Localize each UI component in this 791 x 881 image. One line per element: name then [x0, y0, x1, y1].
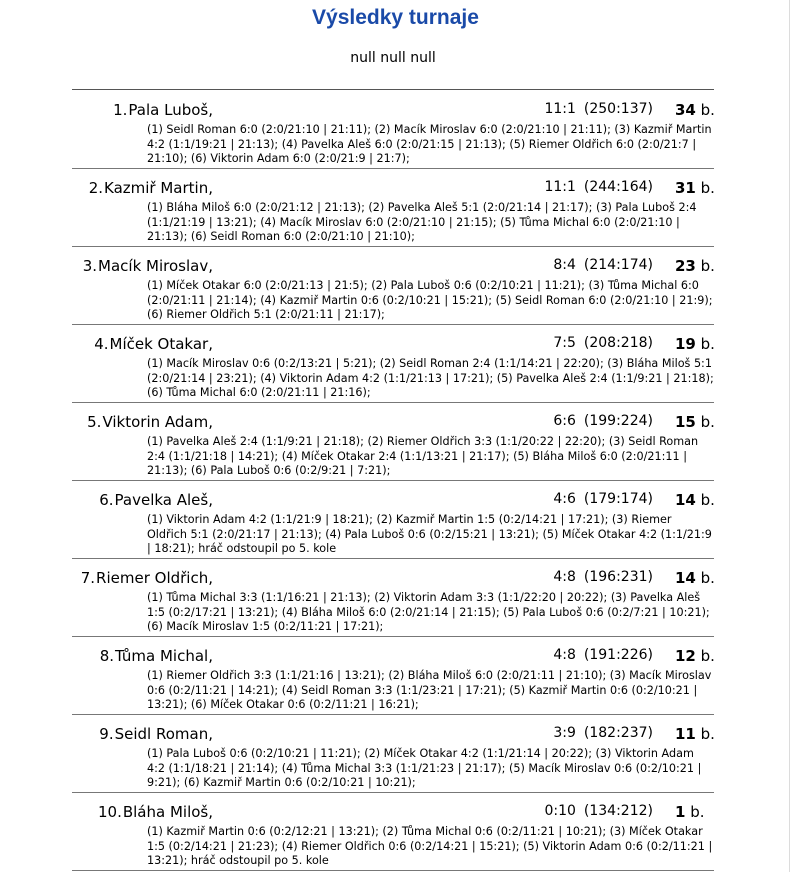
player-stats	[553, 725, 653, 741]
game-details: (1) Pala Luboš 0:6 (0:2/10:21 | 11:21); (2) Míček Otakar 4:2 (1:1/21:14 | 20:22); (3) Viktorin Adam 4:2 (1:1/18:21 | 21:14); (4) Tůma Michal 3:3 (1:1/21:23 | 21:17); (5) Macík Miroslav 0:6 (0:2/10:21 | 9:21); (6) Kazmiř Martin 0:6 (0:2/10:21 | 10:21);	[147, 747, 702, 790]
result-entry-6	[0, 491, 791, 569]
result-header	[0, 179, 791, 201]
player-name-text: Viktorin Adam,	[102, 413, 213, 431]
player-points	[675, 335, 715, 353]
match-record: 11:1	[544, 179, 576, 195]
game-details: (1) Pavelka Aleš 2:4 (1:1/9:21 | 21:18); (2) Riemer Oldřich 3:3 (1:1/20:22 | 22:20); (3) Seidl Roman 2:4 (1:1/21:18 | 14:21); (4) Míček Otakar 2:4 (1:1/13:21 | 21:17); (5) Bláha Miloš 6:0 (2:0/21:11 | 21:13); (6) Pala Luboš 0:6 (0:2/9:21 | 7:21);	[147, 435, 699, 478]
entry-divider	[72, 480, 714, 481]
player-points	[675, 179, 715, 197]
match-record: 4:6	[553, 491, 576, 507]
result-header	[0, 569, 791, 591]
match-record: 7:5	[553, 335, 576, 351]
rank-number: 4.	[94, 335, 109, 353]
points-value: 14	[675, 491, 696, 509]
score-total: (199:224)	[583, 413, 653, 429]
player-name	[100, 647, 213, 665]
points-value: 23	[675, 257, 696, 275]
entry-divider	[72, 246, 714, 247]
player-name	[89, 179, 213, 197]
player-name-text: Kazmiř Martin,	[104, 179, 213, 197]
points-unit: b.	[700, 647, 715, 665]
score-total: (182:237)	[583, 725, 653, 741]
rank-number: 10.	[97, 803, 122, 821]
score-total: (214:174)	[583, 257, 653, 273]
player-name-text: Míček Otakar,	[109, 335, 213, 353]
game-details: (1) Seidl Roman 6:0 (2:0/21:10 | 21:11); (2) Macík Miroslav 6:0 (2:0/21:10 | 21:11); (3) Kazmiř Martin 4:2 (1:1/19:21 | 21:13); (4) Pavelka Aleš 6:0 (2:0/21:15 | 21:13); (5) Riemer Oldřich 6:0 (2:0/21:7 | 21:10); (6) Viktorin Adam 6:0 (2:0/21:9 | 21:7);	[147, 123, 712, 166]
match-record: 3:9	[553, 725, 576, 741]
points-unit: b.	[700, 413, 715, 431]
points-value: 15	[675, 413, 696, 431]
player-stats	[553, 413, 653, 429]
entry-divider	[72, 168, 714, 169]
player-name	[99, 725, 213, 743]
player-points	[675, 647, 715, 665]
match-record: 11:1	[544, 101, 576, 117]
score-total: (196:231)	[583, 569, 653, 585]
page-subtitle: null null null	[350, 50, 436, 66]
player-points	[675, 101, 715, 119]
game-details: (1) Macík Miroslav 0:6 (0:2/13:21 | 5:21); (2) Seidl Roman 2:4 (1:1/14:21 | 22:20); (3) Bláha Miloš 5:1 (2:0/21:14 | 23:21); (4) Viktorin Adam 4:2 (1:1/21:13 | 17:21); (5) Pavelka Aleš 2:4 (1:1/9:21 | 21:18); (6) Tůma Michal 6:0 (2:0/21:11 | 21:16);	[147, 357, 714, 400]
rank-number: 8.	[99, 647, 115, 665]
result-header	[0, 725, 791, 747]
points-value: 14	[675, 569, 696, 587]
result-entry-9	[0, 725, 791, 803]
player-stats	[544, 101, 653, 117]
result-header	[0, 413, 791, 435]
player-name-text: Riemer Oldřich,	[96, 569, 213, 587]
player-name-text: Macík Miroslav,	[98, 257, 213, 275]
points-value: 31	[675, 179, 696, 197]
game-details: (1) Míček Otakar 6:0 (2:0/21:13 | 21:5); (2) Pala Luboš 0:6 (0:2/10:21 | 11:21); (3) Tůma Michal 6:0 (2:0/21:11 | 21:14); (4) Kazmiř Martin 0:6 (0:2/10:21 | 15:21); (5) Seidl Roman 6:0 (2:0/21:10 | 21:9); (6) Riemer Oldřich 5:1 (2:0/21:11 | 21:17);	[147, 279, 713, 322]
score-total: (191:226)	[583, 647, 653, 663]
score-total: (208:218)	[583, 335, 653, 351]
game-details: (1) Riemer Oldřich 3:3 (1:1/21:16 | 13:21); (2) Bláha Miloš 6:0 (2:0/21:11 | 21:10); (3) Macík Miroslav 0:6 (0:2/11:21 | 14:21); (4) Seidl Roman 3:3 (1:1/23:21 | 17:21); (5) Kazmiř Martin 0:6 (0:2/10:21 | 13:21); (6) Míček Otakar 0:6 (0:2/11:21 | 16:21);	[147, 669, 712, 712]
player-name	[81, 569, 213, 587]
player-points	[675, 569, 715, 587]
result-entry-10	[0, 803, 791, 881]
match-record: 6:6	[553, 413, 576, 429]
points-value: 1	[675, 803, 686, 821]
player-name-text: Pavelka Aleš,	[114, 491, 213, 509]
result-header	[0, 647, 791, 669]
score-total: (244:164)	[583, 179, 653, 195]
points-unit: b.	[700, 335, 715, 353]
score-total: (179:174)	[583, 491, 653, 507]
player-name-text: Seidl Roman,	[114, 725, 213, 743]
rank-number: 9.	[99, 725, 114, 743]
entry-divider	[72, 870, 714, 871]
player-name	[98, 803, 213, 821]
entry-divider	[72, 324, 714, 325]
player-stats	[544, 179, 653, 195]
result-entry-8	[0, 647, 791, 725]
points-unit: b.	[700, 257, 715, 275]
game-details: (1) Tůma Michal 3:3 (1:1/16:21 | 21:13); (2) Viktorin Adam 3:3 (1:1/22:20 | 20:22); (3) Pavelka Aleš 1:5 (0:2/17:21 | 13:21); (4) Bláha Miloš 6:0 (2:0/21:14 | 21:15); (5) Pala Luboš 0:6 (0:2/7:21 | 10:21); (6) Macík Miroslav 1:5 (0:2/11:21 | 17:21);	[147, 591, 710, 634]
player-name-text: Bláha Miloš,	[122, 803, 213, 821]
game-details: (1) Kazmiř Martin 0:6 (0:2/12:21 | 13:21); (2) Tůma Michal 0:6 (0:2/11:21 | 10:21); (3) Míček Otakar 1:5 (0:2/14:21 | 21:23); (4) Riemer Oldřich 0:6 (0:2/14:21 | 15:21); (5) Viktorin Adam 0:6 (0:2/11:21 | 13:21); hráč odstoupil po 5. kole	[147, 825, 713, 868]
result-entry-7	[0, 569, 791, 647]
result-entry-3	[0, 257, 791, 335]
page-edge	[789, 0, 790, 872]
player-stats	[553, 335, 653, 351]
result-entry-5	[0, 413, 791, 491]
result-header	[0, 335, 791, 357]
points-unit: b.	[690, 803, 705, 821]
points-value: 34	[675, 101, 696, 119]
rank-number: 7.	[80, 569, 96, 587]
player-points	[675, 413, 715, 431]
rank-number: 6.	[99, 491, 114, 509]
page-title: Výsledky turnaje	[312, 6, 479, 29]
result-entry-2	[0, 179, 791, 257]
player-stats	[553, 257, 653, 273]
player-points	[675, 803, 705, 821]
rank-number: 3.	[82, 257, 98, 275]
entry-divider	[72, 792, 714, 793]
player-stats	[553, 569, 653, 585]
player-name	[94, 335, 213, 353]
match-record: 4:8	[553, 647, 576, 663]
score-total: (250:137)	[583, 101, 653, 117]
player-name	[83, 257, 213, 275]
player-points	[675, 725, 715, 743]
points-unit: b.	[700, 179, 715, 197]
result-entry-4	[0, 335, 791, 413]
points-unit: b.	[700, 725, 715, 743]
result-header	[0, 101, 791, 123]
score-total: (134:212)	[583, 803, 653, 819]
match-record: 4:8	[553, 569, 576, 585]
points-value: 11	[675, 725, 696, 743]
player-name	[113, 101, 213, 119]
match-record: 8:4	[553, 257, 576, 273]
points-unit: b.	[700, 569, 715, 587]
rank-number: 2.	[88, 179, 104, 197]
game-details: (1) Bláha Miloš 6:0 (2:0/21:12 | 21:13); (2) Pavelka Aleš 5:1 (2:0/21:14 | 21:17); (3) Pala Luboš 2:4 (1:1/21:19 | 13:21); (4) Macík Miroslav 6:0 (2:0/21:10 | 21:15); (5) Tůma Michal 6:0 (2:0/21:10 | 21:13); (6) Seidl Roman 6:0 (2:0/21:10 | 21:10);	[147, 201, 697, 244]
result-header	[0, 803, 791, 825]
entry-divider	[72, 402, 714, 403]
points-value: 19	[675, 335, 696, 353]
points-value: 12	[675, 647, 696, 665]
player-name	[99, 491, 213, 509]
player-points	[675, 491, 715, 509]
rank-number: 1.	[113, 101, 128, 119]
player-stats	[544, 803, 653, 819]
header-divider	[72, 89, 714, 90]
points-unit: b.	[700, 101, 715, 119]
result-entry-1	[0, 101, 791, 179]
result-header	[0, 257, 791, 279]
player-name-text: Pala Luboš,	[128, 101, 213, 119]
match-record: 0:10	[544, 803, 576, 819]
game-details: (1) Viktorin Adam 4:2 (1:1/21:9 | 18:21); (2) Kazmiř Martin 1:5 (0:2/14:21 | 17:21); (3) Riemer Oldřich 5:1 (2:0/21:17 | 21:13); (4) Pala Luboš 0:6 (0:2/15:21 | 13:21); (5) Míček Otakar 4:2 (1:1/21:9 | 18:21); hráč odstoupil po 5. kole	[147, 513, 712, 556]
player-name	[87, 413, 213, 431]
player-stats	[553, 647, 653, 663]
points-unit: b.	[700, 491, 715, 509]
result-header	[0, 491, 791, 513]
entry-divider	[72, 558, 714, 559]
entry-divider	[72, 636, 714, 637]
rank-number: 5.	[87, 413, 102, 431]
results-list	[0, 101, 791, 881]
player-name-text: Tůma Michal,	[115, 647, 213, 665]
entry-divider	[72, 714, 714, 715]
player-stats	[553, 491, 653, 507]
player-points	[675, 257, 715, 275]
